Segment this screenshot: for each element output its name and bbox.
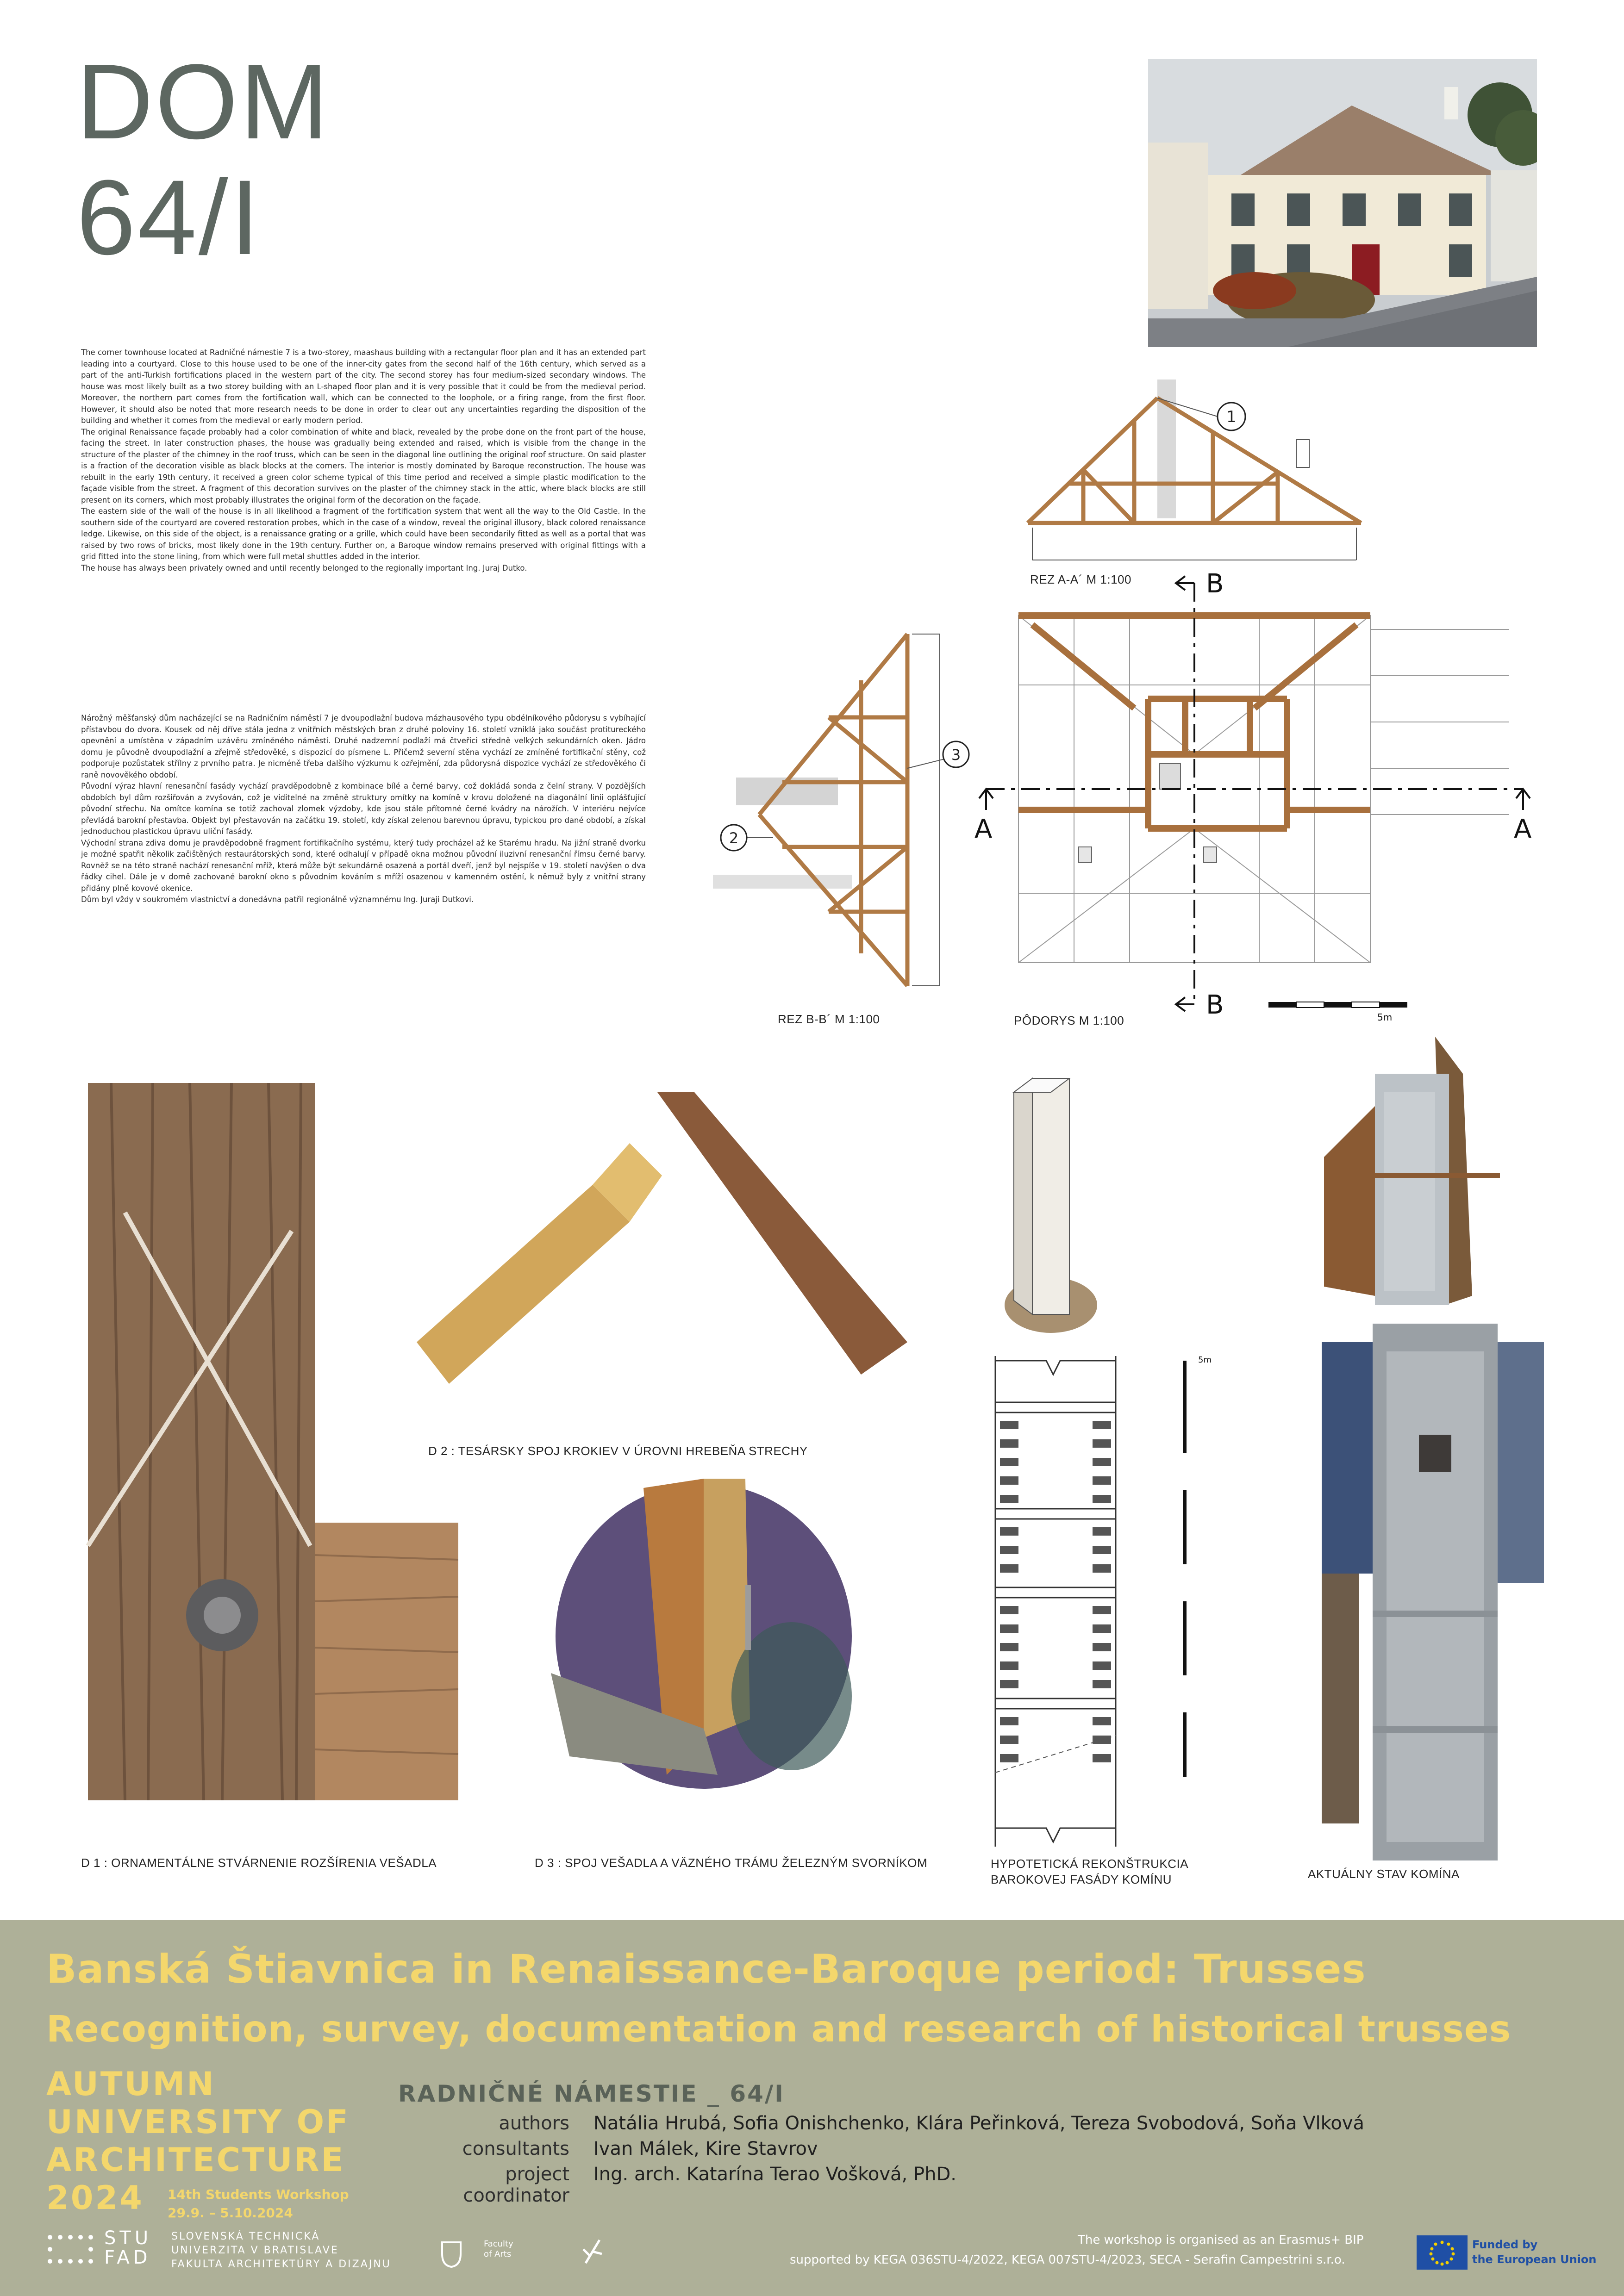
- authors-role: authors: [499, 2113, 569, 2134]
- autumn-line: AUTUMN: [46, 2065, 216, 2103]
- marker-3-label: 3: [951, 746, 961, 764]
- text-en-paragraph: The corner townhouse located at Radničné námestie 7 is a two-storey, maashaus building with a rectangular floor plan and it has an extended part leading into a courtyard. Close to this house used to be one of the inner-city gates from the second half of the 16th century, which served as a part of the anti-Turkish fortifications placed in the western part of the city. The second storey has four medium-sized secondary windows. The house was most likely built as a two storey building with an L-shaped floor plan and it is very possible that it could be from the medieval period. Moreover, the northern part comes from the fortification wall, which can be connected to the loophole, or a firing range, from the first floor. However, it should also be noted that more research needs to be done in order to clear out any uncertainties regarding the disposition of the building and whether it comes from the medieval or early modern period.: [81, 348, 646, 425]
- floor-plan-caption: PÔDORYS M 1:100: [1014, 1014, 1124, 1027]
- text-en-paragraph: The original Renaissance façade probably had a color combination of white and black, revealed by the probe done on the front part of the house, facing the street. In later construction phases, the house was gradually being extended and raised, which is visible from the change in the structure of the plaster of the chimney in the roof truss, which can be seen in the diagonal line outlining the original roof structure. On said plaster is a fraction of the decoration visible as black blocks at the corners. The interior is mostly dominated by Baroque reconstruction. The house was rebuilt in the early 19th century, it received a green color scheme typical of this time period and received a simple plastic modification to the façade visible from the street. A fragment of this decoration survives on the plaster of the chimney stack in the attic, where black blocks are still present on its corners, which most probably illustrates the original form of the decoration on the façade.: [81, 427, 646, 504]
- eu-line: Funded by: [1472, 2238, 1538, 2251]
- autumn-line: ARCHITECTURE: [46, 2141, 345, 2179]
- autumn-line: UNIVERSITY OF: [46, 2103, 350, 2141]
- marker-2-label: 2: [729, 829, 739, 847]
- cut-b-bottom: B: [1206, 990, 1224, 1020]
- stu-abbr-line-2: FAD: [104, 2247, 151, 2268]
- project-name: RADNIČNÉ NÁMESTIE _ 64/I: [398, 2080, 785, 2107]
- workshop-label: 14th Students Workshop: [168, 2187, 349, 2202]
- consultants-role: consultants: [462, 2138, 569, 2159]
- fa-line: Faculty: [484, 2239, 513, 2249]
- d3-caption: D 3 : SPOJ VEŠADLA A VÄZNÉHO TRÁMU ŽELEZNÝM SVORNÍKOM: [535, 1856, 928, 1870]
- chimney-scale-label: 5m: [1198, 1355, 1212, 1365]
- d2-watercolor: [417, 1092, 917, 1388]
- chimney-scale-bar: [1183, 1361, 1220, 1777]
- plan-scale-label: 5m: [1377, 1012, 1393, 1023]
- text-cs-paragraph: Východní strana zdiva domu je pravděpodobně fragment fortifikačního systému, který tudy procházel až ke Starému hradu. Na jižní straně dvorku je možné spatřit několik začištěných restaurátorských sond, které odhalují v případě okna možnou původní iluzivní renesanční římsu černé barvy. Rovněž se na této straně nachází renesanční mříž, která může být sekundárně osazená a portál dveří, jenž byl nejspíše v 19. století navýšen o dva řádky cihel. Dále je v domě zachované barokní okno s původním kováním s mříží osazenou v kamenném ostění, k němuž byly z vnitřní strany přidány plně kovové okenice.: [81, 838, 646, 893]
- stu-name-line: FAKULTA ARCHITEKTÚRY A DIZAJNU: [171, 2259, 391, 2270]
- coordinator-name: Ing. arch. Katarína Terao Vošková, PhD.: [593, 2164, 956, 2185]
- autumn-line: 2024: [46, 2179, 144, 2217]
- footer-headline-1: Banská Štiavnica in Renaissance-Baroque period: Trusses: [46, 1946, 1366, 1992]
- page-title: [76, 44, 331, 275]
- section-aa-drawing: [1018, 370, 1370, 574]
- footer-headline-2: Recognition, survey, documentation and research of historical trusses: [46, 2009, 1512, 2050]
- section-bb-caption: REZ B-B´ M 1:100: [778, 1012, 880, 1026]
- support-note: supported by KEGA 036STU-4/2022, KEGA 007STU-4/2023, SECA - Serafin Campestrini s.r.o.: [790, 2253, 1345, 2267]
- d1-watercolor: [83, 1083, 463, 1805]
- stu-full-name: [171, 2230, 391, 2271]
- text-cs-paragraph: Dům byl vždy v soukromém vlastnictví a donedávna patřil regionálně významnému Ing. Juraji Dutkovi.: [81, 895, 474, 904]
- faculty-of-arts-label: [484, 2239, 513, 2259]
- third-logo-icon: [581, 2235, 604, 2268]
- d2-caption: D 2 : TESÁRSKY SPOJ KROKIEV V ÚROVNI HREBEŇA STRECHY: [428, 1444, 808, 1458]
- fa-line: of Arts: [484, 2249, 512, 2259]
- workshop-dates: 29.9. – 5.10.2024: [168, 2205, 293, 2221]
- section-bb-drawing: [713, 620, 972, 990]
- hypothetical-reconstruction-drawing: [991, 1356, 1125, 1847]
- stu-name-line: SLOVENSKÁ TECHNICKÁ: [171, 2231, 320, 2242]
- text-cs-paragraph: Nárožný měšťanský dům nacházející se na Radničním náměstí 7 je dvoupodlažní budova mázhausového typu obdélníkového půdorysu s vybíhající přístavbou do dvora. Kousek od něj dříve stála jedna z vnitřních městských bran z druhé poloviny 16. století vzniklá jako součást protitureckého opevnění a umístěna v západním uzávěru zmíněného náměstí. Druhé nadzemní podlaží má čtveřici středně velkých sekundárních oken. Jádro domu je původně dvoupodlažní a zřejmě středověké, s dispozicí do písmene L. Přičemž severní stěna vychází ze zmíněné fortifikační stěny, což podporuje pozůstatek střílny z prvního patra. Je nicméně třeba dalšího výzkumu k ozřejmění, zda půdorysná dispozice vychází ze středověkého či raně novověkého období.: [81, 714, 646, 779]
- chimney-scan-top: [1324, 1037, 1500, 1310]
- cut-a-right: A: [1514, 814, 1532, 844]
- authors-names: Natália Hrubá, Sofia Onishchenko, Klára Peřinková, Tereza Svobodová, Soňa Vlková: [593, 2113, 1365, 2134]
- eu-line: the European Union: [1472, 2253, 1597, 2266]
- faculty-of-arts-logo-icon: [440, 2240, 463, 2268]
- chimney-sketch: [1000, 1064, 1102, 1338]
- text-en-paragraph: The eastern side of the wall of the house is in all likelihood a fragment of the fortification system that went all the way to the Old Castle. In the southern side of the courtyard are covered restoration probes, which in the case of a window, reveal the original illusory, black colored renaissance ledge. Likewise, on this side of the object, is a renaissance grating or a grille, which could have been secondarily fitted as well as a portal that was raised by two rows of bricks, most likely done in the 19th century. Further on, a Baroque window remains preserved with original fittings with a grid fitted into the stone lining, from which were full metal shuttles added in the interior.: [81, 507, 646, 561]
- text-en-paragraph: The house has always been privately owned and until recently belonged to the regionally important Ing. Juraj Dutko.: [81, 563, 527, 572]
- stu-abbreviation: [104, 2228, 152, 2267]
- text-english: [81, 347, 646, 574]
- section-aa-caption: REZ A-A´ M 1:100: [1030, 572, 1131, 586]
- hypothetical-caption-line-1: HYPOTETICKÁ REKONŠTRUKCIA: [991, 1857, 1189, 1871]
- hypothetical-caption-line-2: BAROKOVEJ FASÁDY KOMÍNU: [991, 1873, 1172, 1886]
- eu-flag-icon: [1417, 2235, 1468, 2270]
- cut-b-top: B: [1206, 569, 1224, 599]
- current-state-caption: AKTUÁLNY STAV KOMÍNA: [1308, 1867, 1460, 1881]
- stu-dots-icon: [46, 2234, 97, 2266]
- title-line-1: DOM: [76, 42, 331, 161]
- coordinator-role: project coordinator: [463, 2164, 569, 2206]
- stu-name-line: UNIVERZITA V BRATISLAVE: [171, 2245, 339, 2256]
- floor-plan-drawing: [954, 569, 1555, 1023]
- d1-caption: D 1 : ORNAMENTÁLNE STVÁRNENIE ROZŠÍRENIA VEŠADLA: [81, 1856, 437, 1870]
- house-photo: [1148, 59, 1537, 347]
- title-line-2: 64/I: [76, 158, 262, 277]
- stu-abbr-line-1: STU: [104, 2228, 152, 2249]
- consultants-names: Ivan Málek, Kire Stavrov: [593, 2138, 818, 2159]
- marker-1-label: 1: [1226, 408, 1237, 426]
- d3-watercolor: [551, 1479, 856, 1793]
- hypothetical-caption: [991, 1856, 1188, 1887]
- chimney-scan-bottom: [1322, 1324, 1544, 1860]
- cut-a-left: A: [974, 814, 993, 844]
- eu-funding-label: [1472, 2237, 1596, 2267]
- erasmus-note: The workshop is organised as an Erasmus+ BIP: [1078, 2233, 1364, 2247]
- workshop-info: [168, 2185, 349, 2222]
- text-cs-paragraph: Původní výraz hlavní renesanční fasády vychází pravděpodobně z kombinace bílé a černé barvy, což dokládá sonda z čelní strany. V pozdějších obdobích byl dům rozšiřován a zvyšován, což je viditelné na změně struktury omítky na komíně v krovu doložené na diagonální linii oplášťující původní střechu. Na omítce komína se totiž zachoval zlomek výzdoby, kde jsou stále přítomné černé kvádry na nárožích. V interiéru nejvíce převládá barokní přestavba. Objekt byl přestavován na začátku 19. století, kdy získal zelenou barevnou úpravu, typickou pro dané období, a získal jednoduchou plastickou úpravu uliční fasády.: [81, 782, 646, 836]
- text-czech: [81, 713, 646, 906]
